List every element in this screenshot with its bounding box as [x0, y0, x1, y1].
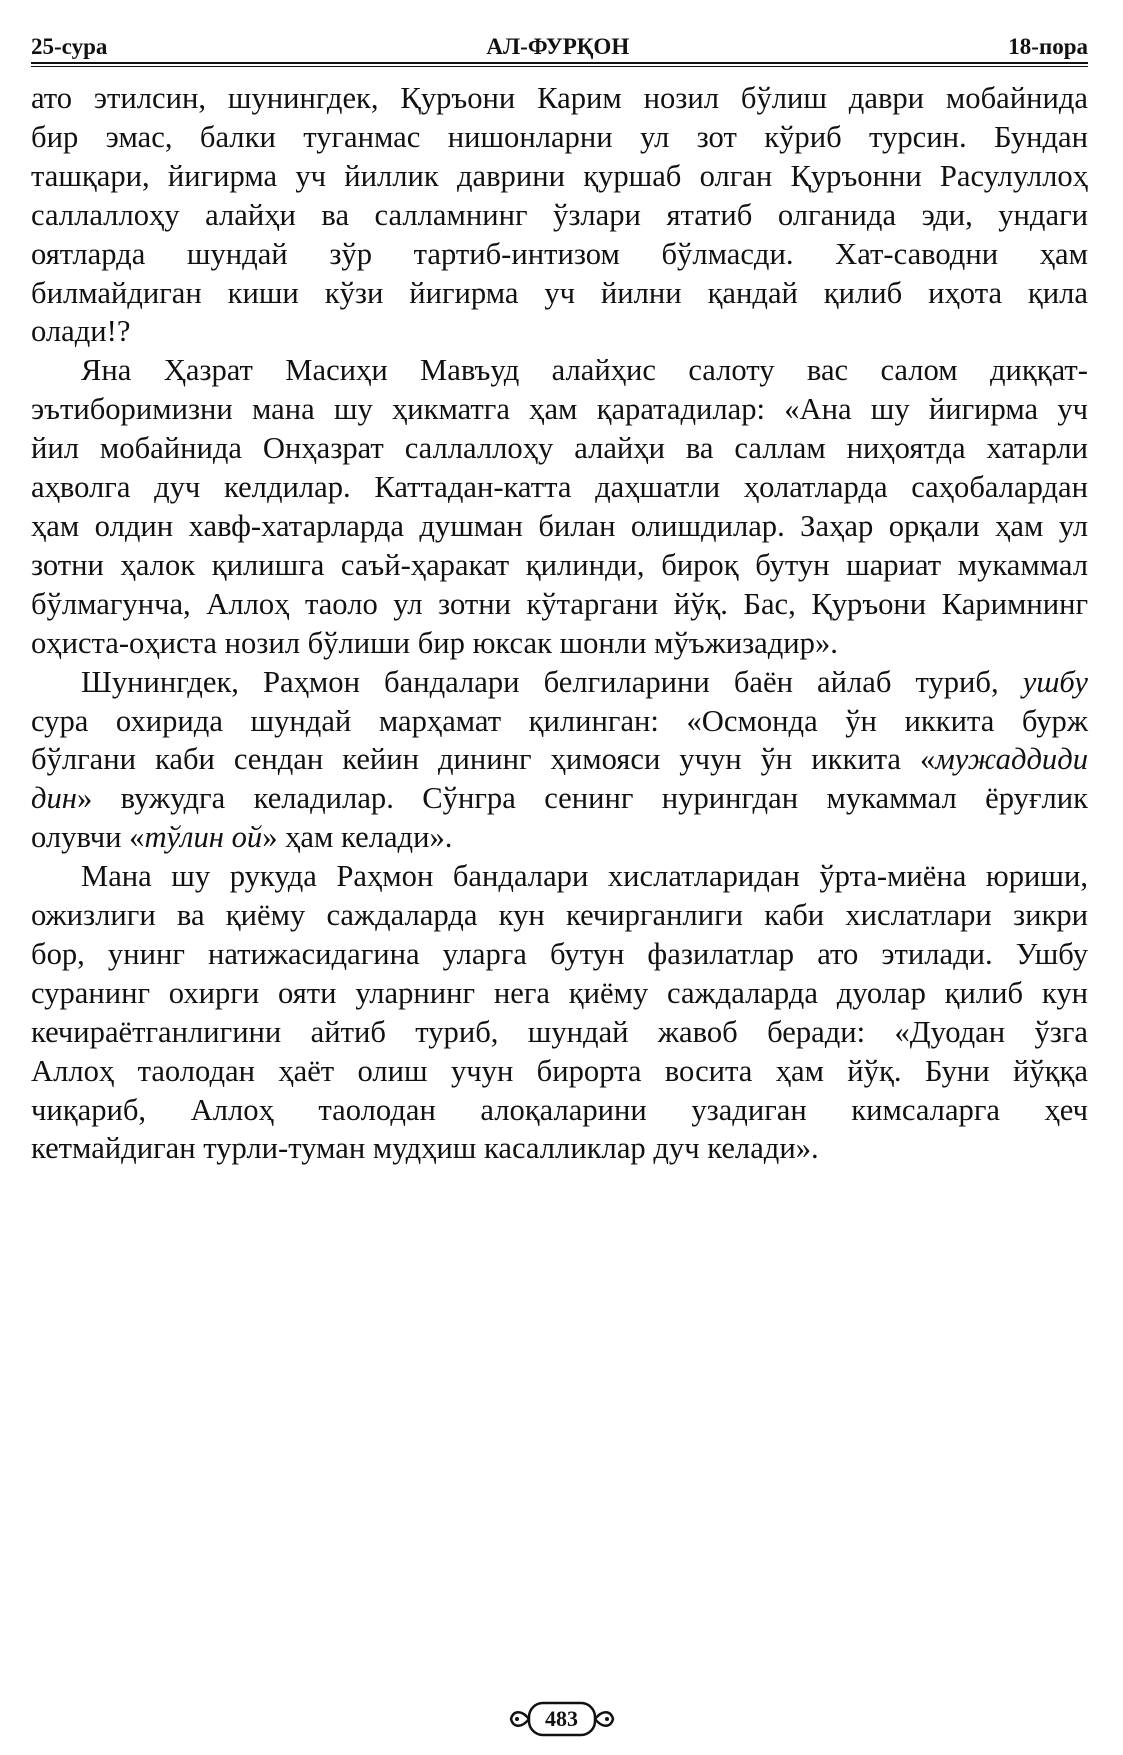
italic-term: тўлин ой — [144, 820, 263, 855]
page-body — [31, 79, 1088, 1168]
text-line: бор, унинг натижасидагина уларга бутун фазилатлар ато этилади. Ушбу — [31, 936, 1088, 971]
italic-term: мужаддиди — [935, 742, 1088, 777]
text-line: ташқари, йигирма уч йиллик даврини қуршаб олган Қуръонни Расулуллоҳ — [31, 158, 1088, 193]
paragraph-1 — [31, 79, 1088, 351]
text-line: сура охирида шундай марҳамат қилинган: «Осмонда ўн иккита бурж — [31, 703, 1088, 738]
text-run: Шунингдек, Раҳмон бандалари белгиларини баён айлаб туриб, — [81, 664, 1023, 699]
text-run: олувчи « — [31, 820, 145, 855]
paragraph-3 — [31, 663, 1088, 858]
text-line: аҳволга дуч келдилар. Каттадан-катта даҳшатли ҳолатларда саҳобалардан — [31, 470, 1088, 505]
header-rule-thin — [31, 66, 1088, 67]
text-line: Яна Ҳазрат Масиҳи Мавъуд алайҳис салоту вас салом диққат- — [81, 353, 1088, 388]
text-line: ҳам олдин хавф-хатарларда душман билан олишдилар. Заҳар орқали ҳам ул — [31, 508, 1088, 543]
text-line: билмайдиган киши кўзи йигирма уч йилни қандай қилиб иҳота қила — [31, 275, 1088, 310]
page-number: 483 — [545, 1706, 578, 1731]
text-line: йил мобайнида Онҳазрат саллаллоҳу алайҳи ва саллам ниҳоятда хатарли — [31, 431, 1088, 466]
text-line: суранинг охирги ояти уларнинг нега қиёму саждаларда дуолар қилиб кун — [31, 975, 1088, 1010]
text-line: бўлмагунча, Аллоҳ таоло ул зотни кўтаргани йўқ. Бас, Қуръони Каримнинг — [31, 586, 1088, 621]
header-juz: 18-пора — [1008, 34, 1088, 59]
page-footer — [0, 1697, 1123, 1741]
folio-ornament — [507, 1697, 617, 1741]
header-rule-thick — [31, 62, 1088, 64]
text-line: оҳиста-оҳиста нозил бўлиши бир юксак шонли мўъжизадир». — [31, 625, 838, 660]
text-run: бўлгани каби сендан кейин дининг ҳимояси учун ўн иккита « — [31, 742, 936, 777]
text-line: Аллоҳ таолодан ҳаёт олиш учун бирорта восита ҳам йўқ. Буни йўққа — [31, 1053, 1088, 1088]
text-line: кечираётганлигини айтиб туриб, шундай жавоб беради: «Дуодан ўзга — [31, 1014, 1088, 1049]
text-line: ожизлиги ва қиёму саждаларда кун кечирганлиги каби хислатлари зикри — [31, 898, 1088, 933]
text-line: саллаллоҳу алайҳи ва салламнинг ўзлари ятатиб олганида эди, ундаги — [31, 197, 1088, 232]
text-line: бир эмас, балки туганмас нишонларни ул зот кўриб турсин. Бундан — [31, 119, 1088, 154]
text-line: Мана шу рукуда Раҳмон бандалари хислатларидан ўрта-миёна юриши, — [81, 859, 1088, 894]
text-run: » ҳам келади». — [262, 820, 453, 855]
italic-term: дин — [31, 781, 77, 816]
text-line: олади!? — [31, 314, 131, 349]
text-line — [31, 818, 1088, 857]
text-line — [31, 740, 1088, 779]
text-line: эътиборимизни мана шу ҳикматга ҳам қаратадилар: «Ана шу йигирма уч — [31, 392, 1088, 427]
text-line — [31, 663, 1088, 702]
text-line: кетмайдиган турли-туман мудҳиш касалликлар дуч келади». — [31, 1131, 819, 1166]
paragraph-2 — [31, 351, 1088, 662]
text-line: чиқариб, Аллоҳ таолодан алоқаларини узадиган кимсаларга ҳеч — [31, 1092, 1088, 1127]
text-line — [31, 779, 1088, 818]
header-title: АЛ-ФУРҚОН — [486, 34, 630, 59]
text-line: оятларда шундай зўр тартиб-интизом бўлмасди. Хат-саводни ҳам — [31, 236, 1088, 271]
italic-term: ушбу — [1022, 664, 1088, 699]
text-line: зотни ҳалок қилишга саъй-ҳаракат қилинди, бироқ бутун шариат мукаммал — [31, 547, 1088, 582]
header-surah: 25-сура — [31, 34, 108, 59]
paragraph-4 — [31, 857, 1088, 1168]
text-run: » вужудга келадилар. Сўнгра сенинг нурингдан мукаммал ёруғлик — [76, 781, 1088, 816]
running-header — [31, 24, 1088, 58]
text-line: ато этилсин, шунингдек, Қуръони Карим нозил бўлиш даври мобайнида — [31, 81, 1088, 115]
